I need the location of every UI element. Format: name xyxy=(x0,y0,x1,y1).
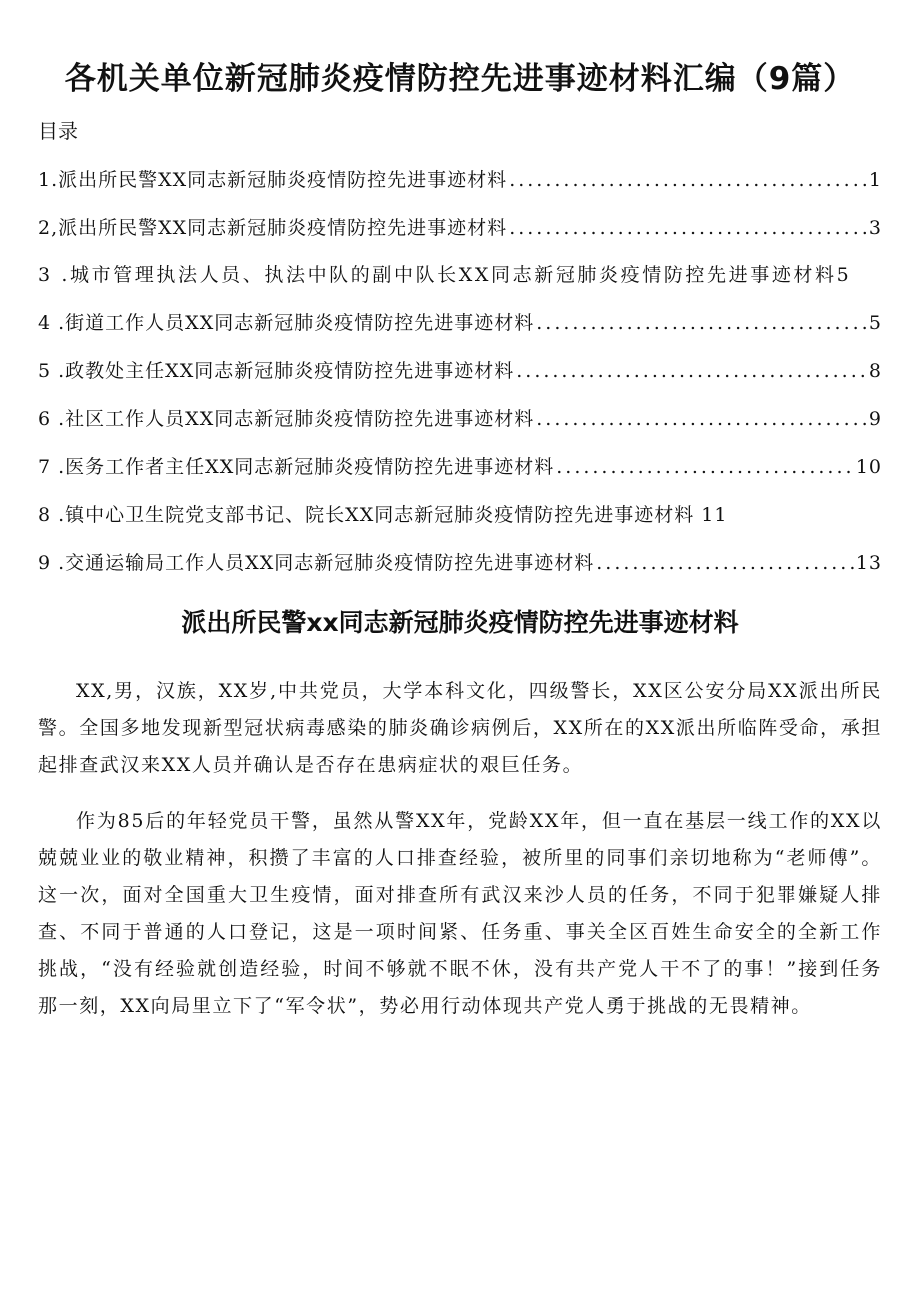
toc-leader-dots xyxy=(556,443,854,491)
toc-item[interactable] xyxy=(38,395,882,443)
toc-item-label: 2,派出所民警XX同志新冠肺炎疫情防控先进事迹材料 xyxy=(38,217,508,239)
toc-item-page: 8 xyxy=(868,360,882,382)
toc-item[interactable] xyxy=(38,443,882,491)
toc-item-label: 8 .镇中心卫生院党支部书记、院长XX同志新冠肺炎疫情防控先进事迹材料 11 xyxy=(38,504,728,526)
toc-item-label: 3 .城市管理执法人员、执法中队的副中队长XX同志新冠肺炎疫情防控先进事迹材料5 xyxy=(38,264,852,286)
toc-leader-dots xyxy=(536,395,867,443)
toc-item-page: 5 xyxy=(868,312,882,334)
toc-leader-dots xyxy=(516,347,867,395)
toc-item-page: 13 xyxy=(855,552,882,574)
toc-item-label: 9 .交通运输局工作人员XX同志新冠肺炎疫情防控先进事迹材料 xyxy=(38,552,595,574)
toc-item[interactable] xyxy=(38,299,882,347)
toc-leader-dots xyxy=(596,539,854,587)
section-title: 派出所民警xx同志新冠肺炎疫情防控先进事迹材料 xyxy=(181,608,739,637)
toc-item-label: 5 .政教处主任XX同志新冠肺炎疫情防控先进事迹材料 xyxy=(38,360,515,382)
toc-item-page: 3 xyxy=(868,217,882,239)
toc-leader-dots xyxy=(536,299,867,347)
toc-item[interactable] xyxy=(38,252,882,299)
body-paragraph: 作为85后的年轻党员干警，虽然从警XX年，党龄XX年，但一直在基层一线工作的XX以兢兢业业的敬业精神，积攒了丰富的人口排查经验，被所里的同事们亲切地称为“老师傅”。这一次，面对全国重大卫生疫情，面对排查所有武汉来沙人员的任务，不同于犯罪嫌疑人排查、不同于普通的人口登记，这是一项时间紧、任务重、事关全区百姓生命安全的全新工作挑战，“没有经验就创造经验，时间不够就不眠不休，没有共产党人干不了的事！”接到任务那一刻，XX向局里立下了“军令状”，势必用行动体现共产党人勇于挑战的无畏精神。 xyxy=(38,810,882,1017)
toc-item-label: 1.派出所民警XX同志新冠肺炎疫情防控先进事迹材料 xyxy=(38,169,508,191)
document-title: 各机关单位新冠肺炎疫情防控先进事迹材料汇编（9篇） xyxy=(64,61,856,97)
toc-heading: 目录 xyxy=(38,119,78,143)
toc-item-page: 10 xyxy=(855,456,882,478)
toc-item-page: 1 xyxy=(868,169,882,191)
toc-leader-dots xyxy=(509,156,867,204)
toc-item[interactable] xyxy=(38,491,882,539)
body-paragraph: XX,男，汉族，XX岁,中共党员，大学本科文化，四级警长，XX区公安分局XX派出所民警。全国多地发现新型冠状病毒感染的肺炎确诊病例后，XX所在的XX派出所临阵受命，承担起排查武汉来XX人员并确认是否存在患病症状的艰巨任务。 xyxy=(38,680,882,776)
table-of-contents xyxy=(38,156,882,587)
toc-leader-dots xyxy=(509,204,867,252)
toc-item-label: 4 .街道工作人员XX同志新冠肺炎疫情防控先进事迹材料 xyxy=(38,312,535,334)
toc-item-label: 6 .社区工作人员XX同志新冠肺炎疫情防控先进事迹材料 xyxy=(38,408,535,430)
toc-item[interactable] xyxy=(38,347,882,395)
toc-item-page: 9 xyxy=(868,408,882,430)
toc-item[interactable] xyxy=(38,204,882,252)
toc-item[interactable] xyxy=(38,156,882,204)
toc-item[interactable] xyxy=(38,539,882,587)
toc-item-label: 7 .医务工作者主任XX同志新冠肺炎疫情防控先进事迹材料 xyxy=(38,456,555,478)
